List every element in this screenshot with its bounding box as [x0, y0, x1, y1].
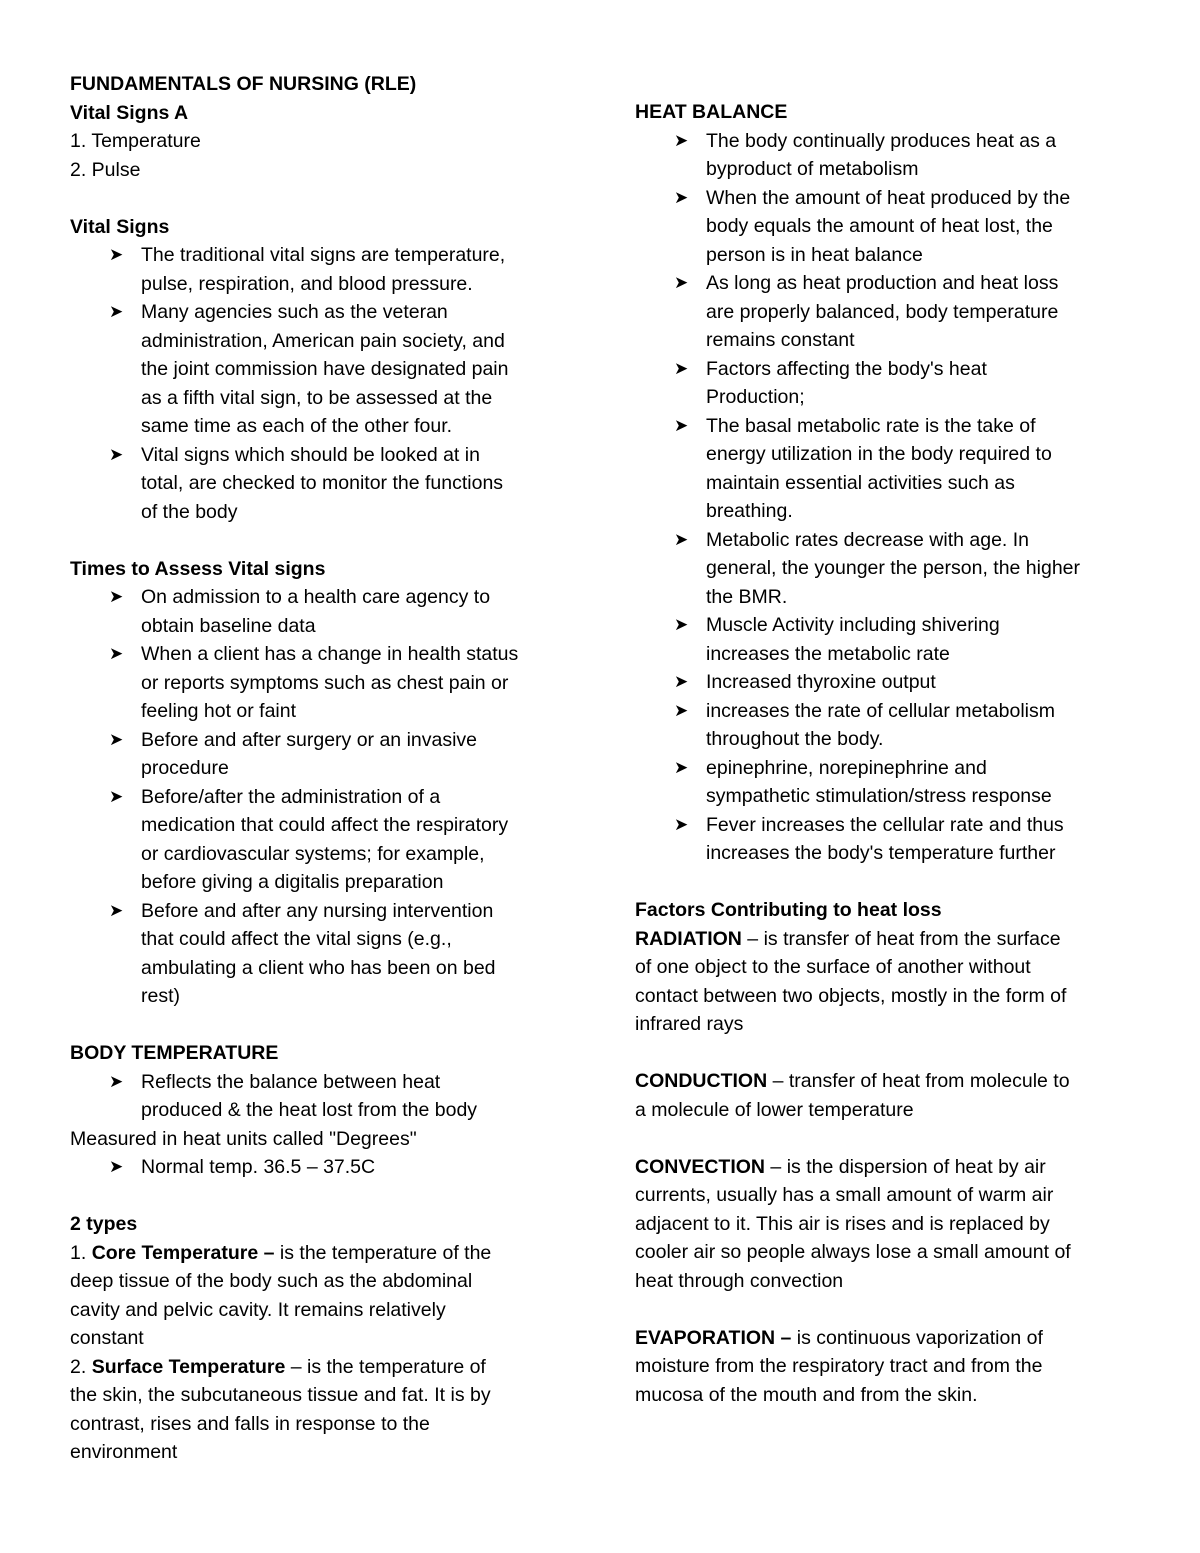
vital-signs-a-item: 1. Temperature	[70, 130, 201, 152]
list-item: ➤ Before and after surgery or an invasive procedure	[141, 726, 570, 783]
surface-temperature-paragraph: 2. Surface Temperature – is the temperature of the skin, the subcutaneous tissue and fat. It is by contrast, rises and falls in response to the environment	[70, 1355, 491, 1463]
arrow-bullet-icon: ➤	[674, 615, 689, 634]
two-types-heading: 2 types	[70, 1213, 138, 1235]
arrow-bullet-icon: ➤	[674, 358, 689, 378]
arrow-bullet-icon: ➤	[109, 245, 124, 264]
body-temperature-heading: BODY TEMPERATURE	[70, 1042, 279, 1064]
arrow-bullet-icon: ➤	[674, 757, 689, 777]
list-item: ➤ epinephrine, norepinephrine and sympathetic stimulation/stress response	[706, 754, 1130, 811]
evaporation-term: EVAPORATION –	[635, 1326, 792, 1349]
arrow-bullet-icon: ➤	[109, 587, 124, 606]
list-item: ➤ Vital signs which should be looked at in total, are checked to monitor the functions of the body	[141, 441, 570, 527]
arrow-bullet-icon: ➤	[109, 786, 124, 806]
heat-loss-factors-heading: Factors Contributing to heat loss	[635, 899, 942, 921]
arrow-bullet-icon: ➤	[674, 529, 689, 549]
vital-signs-a-heading: Vital Signs A	[70, 101, 189, 124]
convection-term: CONVECTION	[635, 1155, 766, 1178]
arrow-bullet-icon: ➤	[109, 729, 124, 749]
vital-signs-heading: Vital Signs	[70, 215, 170, 238]
list-item: ➤ Metabolic rates decrease with age. In general, the younger the person, the higher the BMR.	[706, 526, 1130, 612]
list-item: ➤ The body continually produces heat as a byproduct of metabolism	[706, 127, 1130, 184]
list-item: ➤ Increased thyroxine output	[706, 668, 1130, 697]
list-item: ➤ When a client has a change in health status or reports symptoms such as chest pain or feeling hot or faint	[141, 640, 570, 726]
normal-temp-list	[70, 1153, 570, 1182]
list-item: ➤ Before and after any nursing intervention that could affect the vital signs (e.g., ambulating a client who has been on bed rest)	[141, 897, 570, 1011]
heat-balance-heading: HEAT BALANCE	[635, 101, 788, 123]
arrow-bullet-icon: ➤	[109, 444, 124, 464]
evaporation-paragraph: EVAPORATION – is continuous vaporization of moisture from the respiratory tract and from the mucosa of the mouth and from the skin.	[635, 1326, 1043, 1406]
arrow-bullet-icon: ➤	[674, 187, 689, 207]
conduction-paragraph: CONDUCTION – transfer of heat from molecule to a molecule of lower temperature	[635, 1070, 1070, 1121]
convection-paragraph: CONVECTION – is the dispersion of heat by air currents, usually has a small amount of warm air adjacent to it. This air is rises and is replaced by cooler air so people always lose a small amount of heat through convection	[635, 1155, 1071, 1292]
arrow-bullet-icon: ➤	[109, 1071, 124, 1091]
times-to-assess-heading: Times to Assess Vital signs	[70, 557, 326, 580]
arrow-bullet-icon: ➤	[674, 700, 689, 720]
left-column	[70, 70, 570, 1467]
radiation-term: RADIATION	[635, 927, 742, 950]
list-item: ➤ Factors affecting the body's heat Production;	[706, 355, 1130, 412]
list-item: ➤ Many agencies such as the veteran administration, American pain society, and the joint commission have designated pain as a fifth vital sign, to be assessed at the same time as each of the other four.	[141, 298, 570, 441]
list-item: ➤ Before/after the administration of a medication that could affect the respiratory or cardiovascular systems; for example, before giving a digitalis preparation	[141, 783, 570, 897]
list-item: ➤ Reflects the balance between heat produced & the heat lost from the body	[141, 1068, 570, 1125]
core-temperature-term: Core Temperature –	[91, 1241, 275, 1264]
list-item: ➤ increases the rate of cellular metabolism throughout the body.	[706, 697, 1130, 754]
arrow-bullet-icon: ➤	[674, 130, 689, 150]
times-to-assess-list	[70, 583, 570, 1011]
list-item: ➤ As long as heat production and heat loss are properly balanced, body temperature remains constant	[706, 269, 1130, 355]
arrow-bullet-icon: ➤	[109, 1157, 124, 1176]
heat-balance-list	[635, 127, 1130, 868]
radiation-paragraph: RADIATION – is transfer of heat from the surface of one object to the surface of another without contact between two objects, mostly in the form of infrared rays	[635, 927, 1067, 1035]
arrow-bullet-icon: ➤	[674, 273, 689, 292]
body-temperature-list	[70, 1068, 570, 1125]
right-column	[635, 98, 1130, 1409]
surface-temperature-term: Surface Temperature	[91, 1355, 286, 1378]
list-item: ➤ When the amount of heat produced by the body equals the amount of heat lost, the person is in heat balance	[706, 184, 1130, 270]
vital-signs-a-item: 2. Pulse	[70, 158, 141, 181]
arrow-bullet-icon: ➤	[674, 415, 689, 435]
arrow-bullet-icon: ➤	[674, 672, 689, 691]
list-item: ➤ The basal metabolic rate is the take of energy utilization in the body required to maintain essential activities such as breathing.	[706, 412, 1130, 526]
arrow-bullet-icon: ➤	[674, 814, 689, 834]
measured-note: Measured in heat units called "Degrees"	[70, 1127, 417, 1150]
list-item: ➤ On admission to a health care agency to obtain baseline data	[141, 583, 570, 640]
vital-signs-list	[70, 241, 570, 526]
conduction-term: CONDUCTION	[635, 1070, 768, 1092]
list-item: ➤ Normal temp. 36.5 – 37.5C	[141, 1153, 570, 1182]
document-title: FUNDAMENTALS OF NURSING (RLE)	[70, 73, 417, 95]
arrow-bullet-icon: ➤	[109, 900, 124, 920]
arrow-bullet-icon: ➤	[109, 644, 124, 663]
arrow-bullet-icon: ➤	[109, 302, 124, 321]
list-item: ➤ The traditional vital signs are temperature, pulse, respiration, and blood pressure.	[141, 241, 570, 298]
core-temperature-paragraph: 1. Core Temperature – is the temperature of the deep tissue of the body such as the abdominal cavity and pelvic cavity. It remains relatively constant	[70, 1241, 492, 1349]
list-item: ➤ Fever increases the cellular rate and thus increases the body's temperature further	[706, 811, 1130, 868]
list-item: ➤ Muscle Activity including shivering increases the metabolic rate	[706, 611, 1130, 668]
